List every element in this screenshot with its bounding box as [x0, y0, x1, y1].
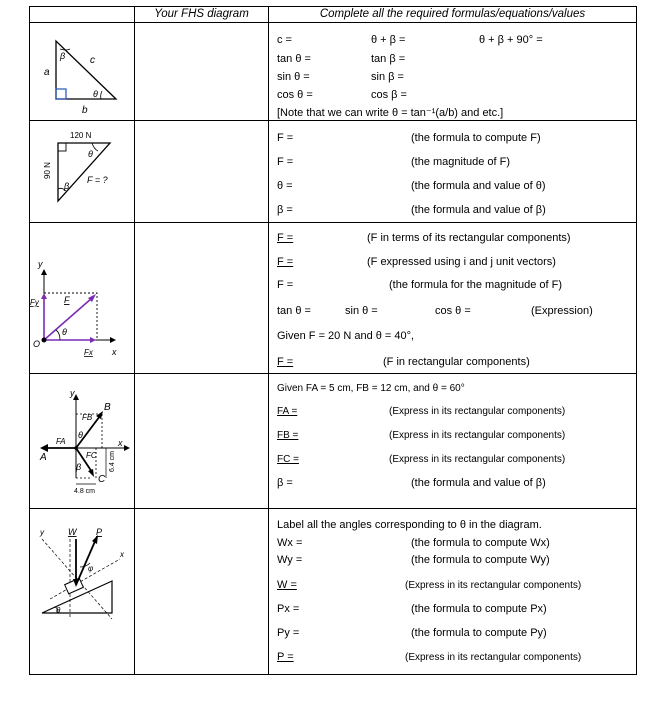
- f-magnitude-desc: (the magnitude of F): [411, 156, 511, 168]
- wy-desc: (the formula to compute Wy): [411, 554, 550, 566]
- tan-theta: tan θ =: [277, 305, 311, 317]
- three-vector-diagram: [30, 374, 134, 509]
- f-formula: F =: [277, 132, 294, 144]
- label-phi: φ: [88, 564, 94, 573]
- given: Given FA = 5 cm, FB = 12 cm, and θ = 60°: [277, 383, 465, 394]
- f-rect2: F =: [277, 356, 294, 368]
- beta-desc: (the formula and value of β): [411, 204, 546, 216]
- label-beta: β: [60, 51, 66, 61]
- tan-beta: tan β =: [371, 53, 406, 65]
- beta-eq: β =: [277, 204, 293, 216]
- label-120n: 120 N: [70, 131, 92, 140]
- cos-theta: cos θ =: [435, 305, 471, 317]
- py-eq: Py =: [277, 627, 300, 639]
- force-triangle-diagram: [30, 121, 134, 223]
- p-eq: P =: [277, 651, 294, 663]
- theta-eq: θ =: [277, 180, 293, 192]
- label-a: A: [40, 452, 47, 463]
- theta-desc: (the formula and value of θ): [411, 180, 546, 192]
- fa-eq: FA =: [277, 406, 298, 417]
- f-rect2-desc: (F in rectangular components): [383, 356, 530, 368]
- f-formula-desc: (the formula to compute F): [411, 132, 541, 144]
- note: [Note that we can write θ = tan⁻¹(a/b) and etc.]: [277, 107, 504, 119]
- row4-fhs-blank: [135, 374, 269, 509]
- label-beta: β: [76, 462, 82, 472]
- f-mag-desc: (the formula for the magnitude of F): [389, 279, 563, 291]
- fc-eq: FC =: [277, 454, 299, 465]
- label-theta: θ: [78, 430, 83, 440]
- row-components: [30, 223, 637, 374]
- vector-components-diagram: [30, 223, 134, 374]
- label-b: B: [104, 402, 111, 413]
- px-desc: (the formula to compute Px): [411, 603, 547, 615]
- worksheet-table: [29, 6, 637, 675]
- label-theta: θ: [62, 327, 67, 337]
- sin-beta: sin β =: [371, 71, 404, 83]
- row2-figure: [30, 121, 135, 223]
- header-work: Complete all the required formulas/equations/values: [269, 7, 637, 23]
- header-figure-cell: [30, 7, 135, 23]
- py-desc: (the formula to compute Py): [411, 627, 547, 639]
- given: Given F = 20 N and θ = 40°,: [277, 330, 415, 342]
- sin-theta: sin θ =: [277, 71, 310, 83]
- theta-plus-beta-90: θ + β + 90° =: [479, 34, 543, 46]
- row3-fhs-blank: [135, 223, 269, 374]
- label-p: P: [96, 527, 103, 537]
- label-fy: Fy: [30, 298, 39, 307]
- label-fc: FC: [86, 451, 97, 460]
- label-y: y: [38, 259, 43, 269]
- fc-desc: (Express in its rectangular components): [389, 454, 566, 465]
- label-y: y: [40, 528, 44, 537]
- header-fhs: Your FHS diagram: [135, 7, 269, 23]
- row5-figure: [30, 509, 135, 675]
- label-a: a: [44, 67, 50, 78]
- row4-work: [269, 374, 637, 509]
- row5-fhs-blank: [135, 509, 269, 675]
- row1-fhs-blank: [135, 23, 269, 121]
- wy-eq: Wy =: [277, 554, 303, 566]
- right-triangle-diagram: [30, 23, 134, 121]
- row2-fhs-blank: [135, 121, 269, 223]
- sin-theta: sin θ =: [345, 305, 378, 317]
- f-magnitude: F =: [277, 156, 294, 168]
- label-b: b: [82, 105, 88, 116]
- f-mag: F =: [277, 279, 294, 291]
- label-6-4cm: 6.4 cm: [109, 450, 116, 472]
- label-w: W: [68, 527, 77, 537]
- label-c: C: [98, 474, 106, 485]
- f-unit: F =: [277, 256, 294, 268]
- f-rect-desc: (F in terms of its rectangular components): [367, 232, 571, 244]
- label-x: x: [118, 438, 123, 448]
- label-fx: Fx: [84, 348, 93, 357]
- row-force-triangle: [30, 121, 637, 223]
- row2-work: [269, 121, 637, 223]
- label-c: c: [90, 55, 95, 66]
- row3-figure: [30, 223, 135, 374]
- wx-eq: Wx =: [277, 537, 303, 549]
- row3-work: [269, 223, 637, 374]
- label-fa: FA: [56, 437, 66, 446]
- w-desc: (Express in its rectangular components): [405, 580, 582, 591]
- row-incline: [30, 509, 637, 675]
- tan-theta: tan θ =: [277, 53, 311, 65]
- label-theta: θ: [88, 149, 93, 159]
- label-beta: β: [64, 181, 70, 191]
- label-fb: FB: [82, 413, 93, 422]
- f-unit-desc: (F expressed using i and j unit vectors): [367, 256, 556, 268]
- p-desc: (Express in its rectangular components): [405, 652, 582, 663]
- label-y: y: [70, 388, 75, 398]
- theta-plus-beta: θ + β =: [371, 34, 406, 46]
- inclined-plane-diagram: [30, 509, 134, 675]
- label-theta: θ: [93, 89, 98, 99]
- beta-desc: (the formula and value of β): [411, 477, 546, 489]
- row-three-vectors: [30, 374, 637, 509]
- label-x: x: [112, 347, 117, 357]
- label-x: x: [120, 550, 124, 559]
- fb-desc: (Express in its rectangular components): [389, 430, 566, 441]
- label-theta: θ: [56, 606, 61, 615]
- label-o: O: [33, 339, 41, 349]
- header-row: [30, 7, 637, 23]
- px-eq: Px =: [277, 603, 300, 615]
- label-f: F = ?: [87, 175, 108, 185]
- row-triangle: [30, 23, 637, 121]
- fa-desc: (Express in its rectangular components): [389, 406, 566, 417]
- row4-figure: [30, 374, 135, 509]
- row1-figure: [30, 23, 135, 121]
- f-rect: F =: [277, 232, 294, 244]
- wx-desc: (the formula to compute Wx): [411, 537, 550, 549]
- c-eq: c =: [277, 34, 292, 46]
- expression: (Expression): [531, 305, 593, 317]
- w-eq: W =: [277, 579, 297, 591]
- cos-beta: cos β =: [371, 89, 407, 101]
- label-4-8cm: 4.8 cm: [74, 488, 96, 495]
- row5-work: [269, 509, 637, 675]
- label-instruction: Label all the angles corresponding to θ in the diagram.: [277, 519, 542, 531]
- beta-eq: β =: [277, 477, 293, 489]
- label-f: F: [64, 295, 70, 305]
- cos-theta: cos θ =: [277, 89, 313, 101]
- row1-work: [269, 23, 637, 121]
- label-90n: 90 N: [43, 162, 52, 179]
- fb-eq: FB =: [277, 430, 299, 441]
